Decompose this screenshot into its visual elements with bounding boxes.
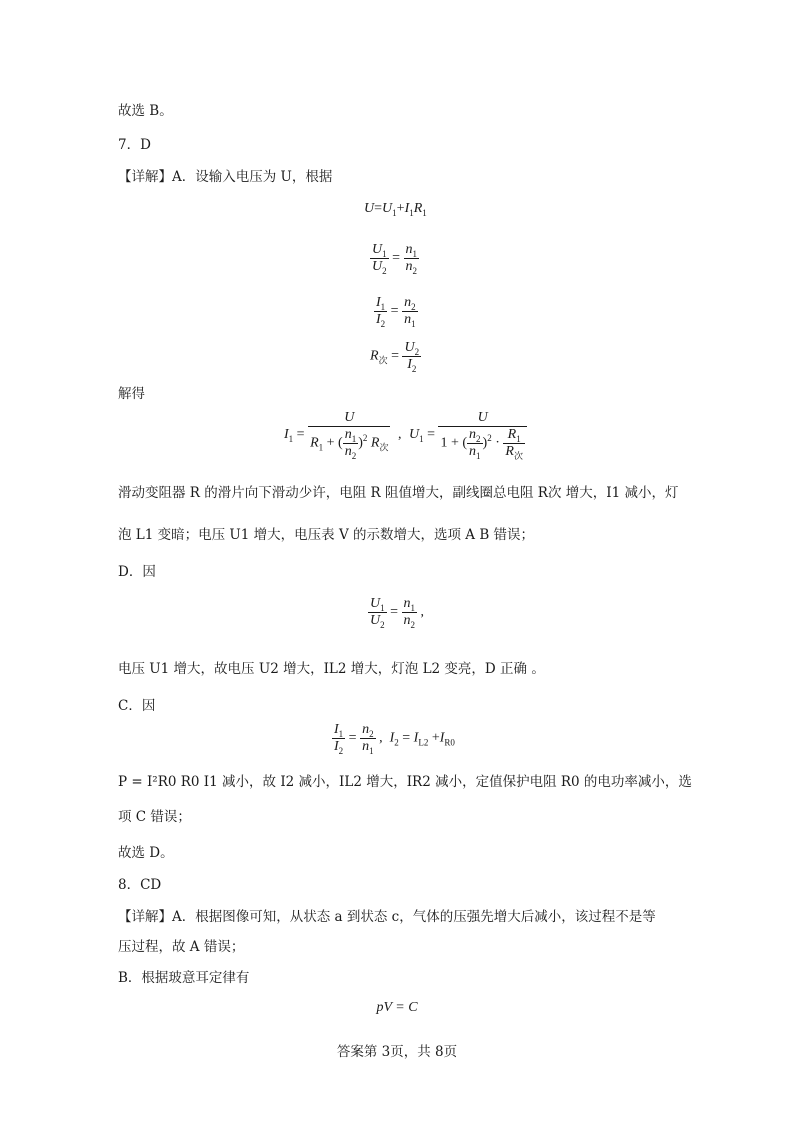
q7-c-line2: 项 C 错误； xyxy=(118,809,191,825)
eq-solved: $I_1$ = U $R_1$ + ( $\frac{n_1}{n_2}$ )$^2$ $R_次$ , $U_1$ = U 1 + ( $\frac{n_2}{n_1}$ )$^2$ · $\frac{R_1}{R_次}$ xyxy=(284,410,527,460)
q7-answer: 7．D xyxy=(118,137,151,153)
q8-line1: 【详解】A．根据图像可知，从状态 a 到状态 c，气体的压强先增大后减小，该过程不是等 xyxy=(118,909,656,925)
q7-d-label: D．因 xyxy=(118,564,156,580)
q8-answer: 8．CD xyxy=(118,877,162,893)
q8-line2: 压过程，故 A 错误； xyxy=(118,939,245,955)
detail-intro-text: A．设输入电压为 U，根据 xyxy=(172,169,333,185)
detail-tag: 【详解】 xyxy=(118,169,172,185)
eq-voltage-ratio-2: $\frac{U_1}{U_2}$ = $\frac{n_1}{n_2}$ , xyxy=(370,596,425,630)
eq-u-sum: $U=U_1+I_1R_1$ xyxy=(364,201,427,218)
conclusion-b: 故选 B。 xyxy=(118,103,173,119)
eq-current-ratio: $\frac{I_1}{I_2}$ = $\frac{n_2}{n_1}$ xyxy=(376,295,416,329)
q8-b-label: B．根据玻意耳定律有 xyxy=(118,970,250,986)
q7-c-line1: P = I²R0 R0 I1 减小，故 I2 减小，IL2 增大，IR2 减小，定值保护电阻 R0 的电功率减小，选 xyxy=(118,774,692,790)
page-footer: 答案第 3页，共 8页 xyxy=(336,1044,458,1060)
eq-voltage-ratio: $\frac{U_1}{U_2}$ = $\frac{n_1}{n_2}$ xyxy=(372,242,418,276)
eq-current-ratio-2: $\frac{I_1}{I_2}$ = $\frac{n_2}{n_1}$ , $I_2 = I_{L2} +I_{R0}$ xyxy=(334,722,455,756)
q7-conclusion: 故选 D。 xyxy=(118,845,174,861)
q7-detail-intro xyxy=(118,168,332,186)
eq-r-secondary: $R_次$ = $\frac{U_2}{I_2}$ xyxy=(370,340,420,374)
q7-c-label: C．因 xyxy=(118,698,156,714)
solve-label: 解得 xyxy=(118,386,145,402)
q7-d-conclusion: 电压 U1 增大，故电压 U2 增大，IL2 增大，灯泡 L2 变亮，D 正确 。 xyxy=(118,661,545,677)
eq-boyle: pV = C xyxy=(376,1000,418,1015)
q7-para1-line1: 滑动变阻器 R 的滑片向下滑动少许，电阻 R 阻值增大，副线圈总电阻 R次 增大，I1 减小，灯 xyxy=(118,485,679,501)
q7-para1-line2: 泡 L1 变暗；电压 U1 增大，电压表 V 的示数增大，选项 A B 错误； xyxy=(118,527,535,543)
